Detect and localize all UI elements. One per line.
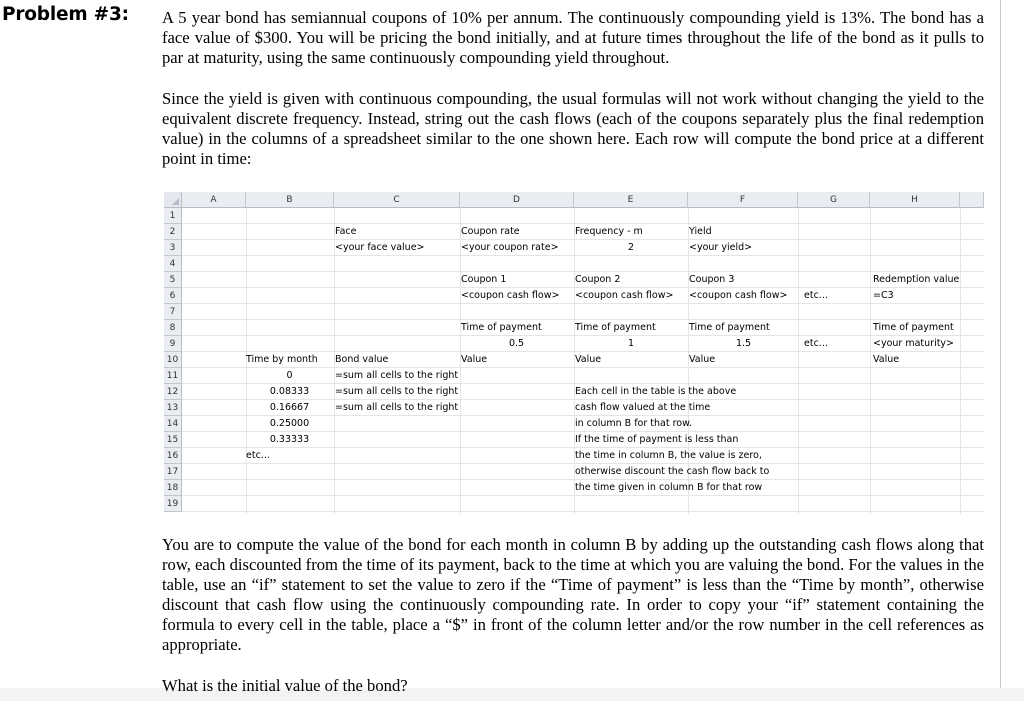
row-header: 14 xyxy=(164,416,182,432)
instructions-paragraph: Since the yield is given with continuous compounding, the usual formulas will not work without changing the yield to the equivalent discrete frequency. Instead, string out the cash flows (each of the coupons separately plus the final redemption value) in the columns of a spreadsheet similar to the one shown here. Each row will compute the bond price at a different point in time: xyxy=(162,89,984,168)
cell-d3: <your coupon rate> xyxy=(461,242,559,253)
cell-h5: Redemption value xyxy=(873,274,960,285)
gridline xyxy=(960,208,961,514)
column-header-f: F xyxy=(688,192,798,208)
note-line: cash flow valued at the time xyxy=(575,402,711,413)
row-header: 19 xyxy=(164,496,182,512)
select-all-corner xyxy=(164,192,182,208)
cell-f5: Coupon 3 xyxy=(689,274,735,285)
cell-d9: 0.5 xyxy=(508,338,525,349)
cell-e6: <coupon cash flow> xyxy=(575,290,674,301)
cell-c10: Bond value xyxy=(335,354,389,365)
cell-e2: Frequency - m xyxy=(575,226,643,237)
gridline xyxy=(798,208,799,514)
cell-b16: etc... xyxy=(246,450,270,461)
row-header: 10 xyxy=(164,352,182,368)
cell-d8: Time of payment xyxy=(461,322,542,333)
note-line: the time in column B, the value is zero, xyxy=(575,450,762,461)
row-header: 1 xyxy=(164,208,182,224)
gridline xyxy=(182,511,984,512)
row-header: 4 xyxy=(164,256,182,272)
cell-b11: 0 xyxy=(286,370,293,381)
cell-d10: Value xyxy=(461,354,488,365)
row-header: 9 xyxy=(164,336,182,352)
cell-h9: <your maturity> xyxy=(873,338,955,349)
cell-f8: Time of payment xyxy=(689,322,770,333)
row-header: 6 xyxy=(164,288,182,304)
cell-b13: 0.16667 xyxy=(269,402,310,413)
question-text: What is the initial value of the bond? xyxy=(162,676,408,695)
row-header: 18 xyxy=(164,480,182,496)
column-header-h: H xyxy=(870,192,960,208)
column-header-d: D xyxy=(460,192,574,208)
column-header-extra xyxy=(960,192,984,208)
cell-e5: Coupon 2 xyxy=(575,274,621,285)
cell-b15: 0.33333 xyxy=(269,434,310,445)
note-line: otherwise discount the cash flow back to xyxy=(575,466,770,477)
cell-b12: 0.08333 xyxy=(269,386,310,397)
spreadsheet-figure xyxy=(164,192,984,514)
compute-paragraph: You are to compute the value of the bond for each month in column B by adding up the outstanding cash flows along that row, each discounted from the time of its payment, back to the time at which you are valuing the bond. For the values in the table, use an “if” statement to set the value to zero if the “Time of payment” is less than the “Time by month”, otherwise discount that cash flow using the continuously compounding rate. In order to copy your “if” statement containing the formula to every cell in the table, place a “$” in front of the column letter and/or the row number in the cell references as appropriate. xyxy=(162,535,984,654)
cell-f2: Yield xyxy=(689,226,712,237)
problem-heading: Problem #3: xyxy=(2,4,129,25)
cell-f10: Value xyxy=(689,354,716,365)
cell-c2: Face xyxy=(335,226,357,237)
column-header-c: C xyxy=(334,192,460,208)
cell-c3: <your face value> xyxy=(335,242,425,253)
cell-e9: 1 xyxy=(627,338,635,349)
cell-f3: <your yield> xyxy=(689,242,753,253)
cell-c11: =sum all cells to the right xyxy=(335,370,459,381)
row-header: 2 xyxy=(164,224,182,240)
cell-d6: <coupon cash flow> xyxy=(461,290,560,301)
cell-c12: =sum all cells to the right xyxy=(335,386,459,397)
cell-d5: Coupon 1 xyxy=(461,274,507,285)
page-right-border xyxy=(1000,0,1001,701)
row-header: 12 xyxy=(164,384,182,400)
cell-h6: =C3 xyxy=(873,290,894,301)
cell-d2: Coupon rate xyxy=(461,226,520,237)
cell-g9: etc... xyxy=(804,338,828,349)
row-header: 8 xyxy=(164,320,182,336)
intro-paragraph: A 5 year bond has semiannual coupons of 10% per annum. The continuously compounding yield is 13%. The bond has a face value of $300. You will be pricing the bond initially, and at future times throughout the life of the bond as it pulls to par at maturity, using the same continuously compounding yield throughout. xyxy=(162,8,984,67)
column-header-a: A xyxy=(182,192,246,208)
row-header: 17 xyxy=(164,464,182,480)
cell-g6: etc... xyxy=(804,290,828,301)
note-line: If the time of payment is less than xyxy=(575,434,739,445)
cell-f9: 1.5 xyxy=(735,338,752,349)
cell-h8: Time of payment xyxy=(873,322,954,333)
column-header-e: E xyxy=(574,192,688,208)
column-header-b: B xyxy=(246,192,334,208)
note-line: Each cell in the table is the above xyxy=(575,386,737,397)
cell-e10: Value xyxy=(575,354,602,365)
cell-e8: Time of payment xyxy=(575,322,656,333)
row-header: 3 xyxy=(164,240,182,256)
cell-f6: <coupon cash flow> xyxy=(689,290,788,301)
column-header-g: G xyxy=(798,192,870,208)
note-line: in column B for that row. xyxy=(575,418,693,429)
cell-c13: =sum all cells to the right xyxy=(335,402,459,413)
row-header: 13 xyxy=(164,400,182,416)
cell-e3: 2 xyxy=(627,242,635,253)
gridline xyxy=(870,208,871,514)
cell-b10: Time by month xyxy=(246,354,318,365)
row-header: 16 xyxy=(164,448,182,464)
row-header: 7 xyxy=(164,304,182,320)
cell-h10: Value xyxy=(873,354,900,365)
row-header: 15 xyxy=(164,432,182,448)
row-header: 5 xyxy=(164,272,182,288)
cell-b14: 0.25000 xyxy=(269,418,310,429)
note-line: the time given in column B for that row xyxy=(575,482,763,493)
row-header: 11 xyxy=(164,368,182,384)
